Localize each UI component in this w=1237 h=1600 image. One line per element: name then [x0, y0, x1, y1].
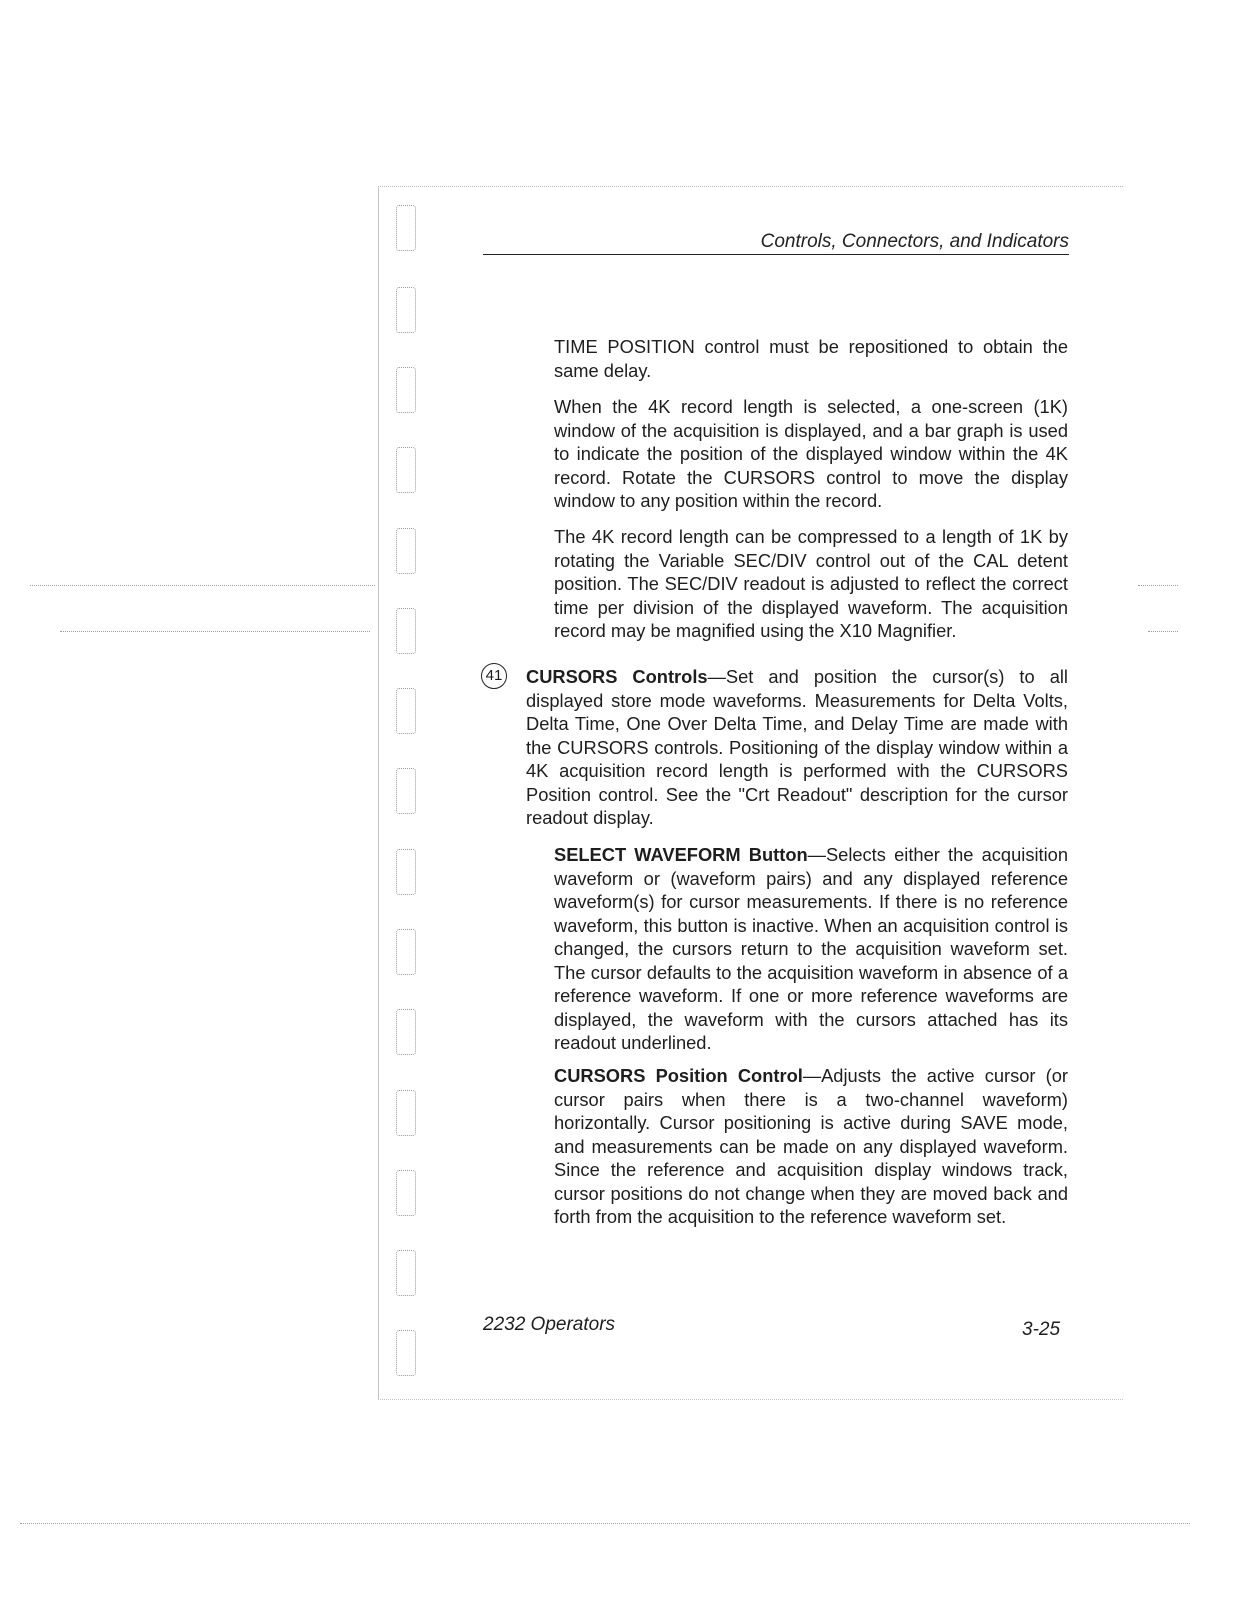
cursors-controls-heading: CURSORS Controls: [526, 666, 708, 687]
binder-hole: [396, 447, 416, 493]
select-waveform-heading: SELECT WAVEFORM Button: [554, 844, 808, 865]
binder-hole: [396, 929, 416, 975]
scan-artifact-line: [60, 631, 370, 632]
scan-artifact-line: [1148, 631, 1178, 632]
paragraph-text: When the 4K record length is selected, a one-screen (1K) window of the acquisition is displayed, and a bar graph is used to indicate the position of the displayed window within the 4K record. Rotate the CURSORS control to move the display window to any position within the record.: [554, 396, 1068, 511]
paragraph-time-position: [554, 335, 1068, 382]
paragraph-compress-record: [554, 525, 1068, 643]
binder-hole: [396, 1170, 416, 1216]
footer-manual-title: 2232 Operators: [483, 1314, 616, 1335]
scan-artifact-line: [20, 1523, 1190, 1524]
binder-hole: [396, 1250, 416, 1296]
binder-hole: [396, 688, 416, 734]
binder-hole: [396, 1330, 416, 1376]
paragraph-text: The 4K record length can be compressed to a length of 1K by rotating the Variable SEC/DIV control out of the CAL detent position. The SEC/DIV readout is adjusted to reflect the correct time per division of the displayed waveform. The acquisition record may be magnified using the X10 Magnifier.: [554, 526, 1068, 641]
scan-artifact-line: [30, 585, 375, 586]
cursors-controls-item: [526, 665, 1068, 830]
binder-hole: [396, 849, 416, 895]
cursors-position-body: Adjusts the active cursor (or cursor pairs when there is a two-channel waveform) horizontally. Cursor positioning is active during SAVE mode, and measurements can be made on any displayed waveform. Since the reference and acquisition display windows track, cursor positions do not change when they are moved back and forth from the acquisition to the reference waveform set.: [554, 1065, 1068, 1227]
cursors-controls-body: Set and position the cursor(s) to all displayed store mode waveforms. Measurements for Delta Volts, Delta Time, One Over Delta Time, and Delay Time are made with the CURSORS controls. Positioning of the display window within a 4K acquisition record length is performed with the CURSORS Position control. See the "Crt Readout" description for the cursor readout display.: [526, 666, 1068, 828]
cursors-position-item: [554, 1064, 1068, 1229]
em-dash: —: [707, 666, 726, 687]
select-waveform-text: [554, 843, 1068, 1055]
em-dash: —: [802, 1065, 822, 1086]
select-waveform-body: Selects either the acquisition waveform or (waveform pairs) and any displayed reference waveform(s) for cursor measurements. If there is no reference waveform, this button is inactive. When an acquisition control is changed, the cursors return to the acquisition waveform set. The cursor defaults to the acquisition waveform in absence of a reference waveform. If one or more reference waveforms are displayed, the waveform with the cursors attached has its readout underlined.: [554, 844, 1068, 1053]
select-waveform-item: [554, 843, 1068, 1055]
cursors-controls-text: [526, 665, 1068, 830]
header-title: Controls, Connectors, and Indicators: [760, 231, 1069, 252]
scan-artifact-line: [1138, 585, 1178, 586]
binder-hole: [396, 367, 416, 413]
em-dash: —: [807, 844, 826, 865]
binder-hole: [396, 1009, 416, 1055]
paragraph-text: TIME POSITION control must be repositioned to obtain the same delay.: [554, 336, 1068, 381]
binder-hole: [396, 608, 416, 654]
binder-hole: [396, 1090, 416, 1136]
binder-hole: [396, 205, 416, 251]
cursors-position-heading: CURSORS Position Control: [554, 1065, 803, 1086]
binder-hole: [396, 768, 416, 814]
binder-hole: [396, 528, 416, 574]
running-header: [483, 230, 1069, 255]
paragraph-4k-record: [554, 395, 1068, 513]
page-number: 3-25: [1022, 1319, 1061, 1340]
item-number-badge: 41: [481, 663, 507, 689]
cursors-position-text: [554, 1064, 1068, 1229]
binder-hole: [396, 287, 416, 333]
